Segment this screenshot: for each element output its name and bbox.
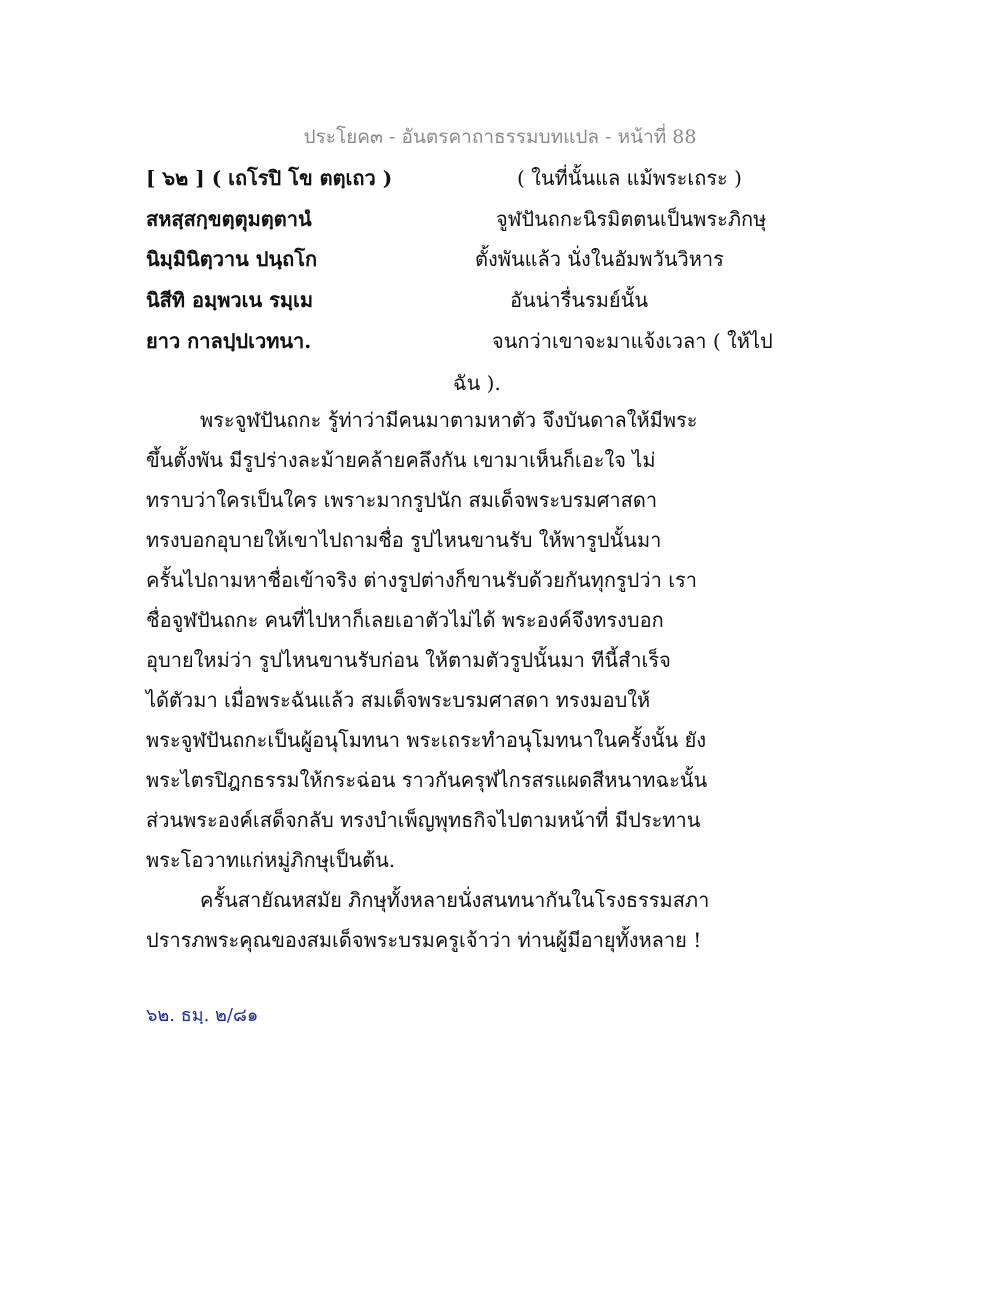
- body-line-13: ครั้นสายัณหสมัย ภิกษุทั้งหลายนั่งสนทนากันในโรงธรรมสภา: [200, 888, 710, 912]
- body-line-4: ทรงบอกอุบายให้เขาไปถามชื่อ รูปไหนขานรับ ให้พารูปนั้นมา: [146, 528, 662, 552]
- body-line-12: พระโอวาทแก่หมู่ภิกษุเป็นต้น.: [146, 848, 396, 872]
- body-line-14: ปรารภพระคุณของสมเด็จพระบรมครูเจ้าว่า ท่านผู้มีอายุทั้งหลาย !: [146, 928, 702, 952]
- body-line-5: ครั้นไปถามหาชื่อเข้าจริง ต่างรูปต่างก็ขานรับด้วยกันทุกรูปว่า เรา: [146, 568, 697, 592]
- page-header: ประโยค๓ - อันตรคาถาธรรมบทแปล - หน้าที่ 88: [303, 126, 697, 148]
- body-line-9: พระจูฬปันถกะเป็นผู้อนุโมทนา พระเถระทำอนุโมทนาในครั้งนั้น ยัง: [146, 728, 707, 752]
- body-line-1: พระจูฬปันถกะ รู้ท่าว่ามีคนมาตามหาตัว จึงบันดาลให้มีพระ: [200, 408, 698, 432]
- footnote-reference: ๖๒. ธมฺ. ๒/๘๑: [146, 1005, 259, 1026]
- body-line-11: ส่วนพระองค์เสด็จกลับ ทรงบำเพ็ญพุทธกิจไปตามหน้าที่ มีประทาน: [146, 808, 701, 832]
- verse-tail: ฉัน ).: [453, 371, 501, 395]
- body-line-2: ขึ้นตั้งพัน มีรูปร่างละม้ายคล้ายคลึงกัน เขามาเห็นก็เอะใจ ไม่: [146, 448, 656, 472]
- verse-pali-1: [ ๖๒ ] ( เถโรปิ โข ตตฺเถว ): [146, 166, 393, 190]
- body-line-6: ชื่อจูฬปันถกะ คนที่ไปหาก็เลยเอาตัวไม่ได้ พระองค์จึงทรงบอก: [146, 608, 664, 632]
- verse-pali-4: นิสีทิ อมฺพวเน รมฺเม: [146, 288, 314, 312]
- verse-thai-4: อันน่ารื่นรมย์นั้น: [510, 288, 648, 312]
- verse-thai-5: จนกว่าเขาจะมาแจ้งเวลา ( ให้ไป: [492, 329, 773, 353]
- body-line-3: ทราบว่าใครเป็นใคร เพราะมากรูปนัก สมเด็จพระบรมศาสดา: [146, 488, 658, 512]
- verse-thai-3: ตั้งพันแล้ว นั่งในอัมพวันวิหาร: [475, 247, 724, 271]
- body-line-8: ได้ตัวมา เมื่อพระฉันแล้ว สมเด็จพระบรมศาสดา ทรงมอบให้: [146, 688, 651, 712]
- verse-pali-2: สหสฺสกฺขตฺตุมตฺตานํ: [146, 207, 312, 231]
- verse-pali-5: ยาว กาลปฺปเวทนา.: [146, 329, 312, 353]
- verse-pali-3: นิมฺมินิตฺวาน ปนฺถโก: [146, 247, 318, 271]
- verse-thai-2: จูฬปันถกะนิรมิตตนเป็นพระภิกษุ: [496, 207, 767, 231]
- body-line-7: อุบายใหม่ว่า รูปไหนขานรับก่อน ให้ตามตัวรูปนั้นมา ทีนี้สำเร็จ: [146, 648, 671, 672]
- verse-thai-1: ( ในที่นั้นแล แม้พระเถระ ): [517, 166, 742, 190]
- body-line-10: พระไตรปิฎกธรรมให้กระฉ่อน ราวกันครุฬไกรสรแผดสีหนาทฉะนั้น: [146, 768, 708, 792]
